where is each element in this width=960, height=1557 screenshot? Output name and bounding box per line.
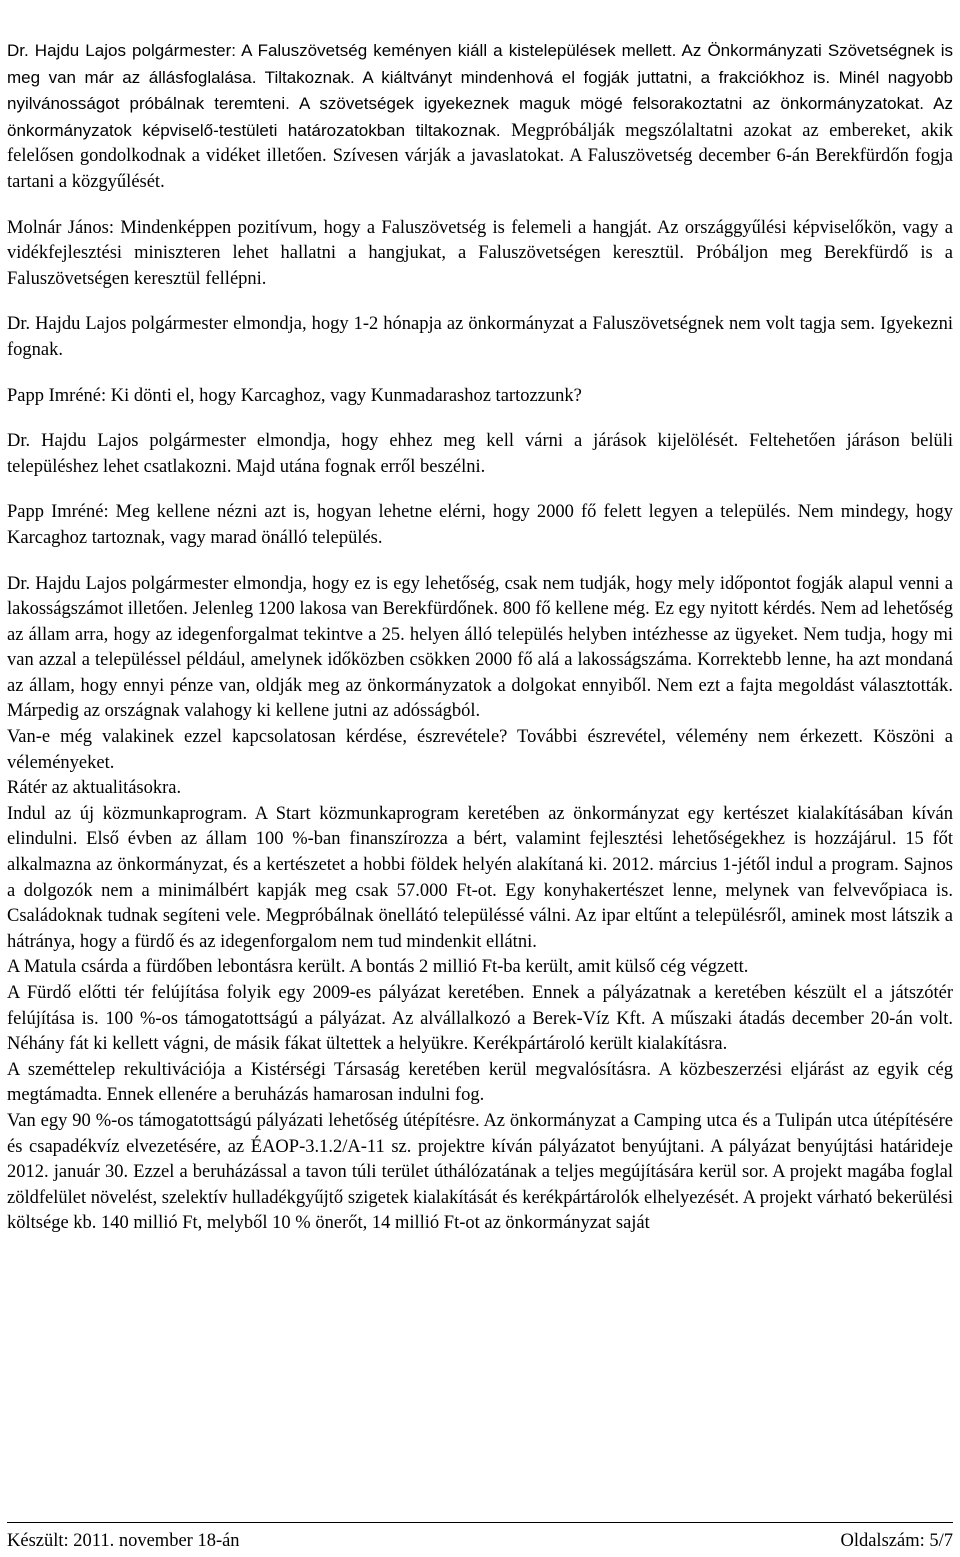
paragraph-matula: A Matula csárda a fürdőben lebontásra került. A bontás 2 millió Ft-ba került, amit külső cég végzett. <box>7 957 749 978</box>
paragraph-szemettelep: A szeméttelep rekultivációja a Kistérségi Társaság keretében kerül megvalósításra. A közbeszerzési eljárást az egyik cég megtámadta. Ennek ellenére a beruházás hamarosan indulni fog. <box>7 1059 953 1106</box>
paragraph-faluszovetseg-part1: Dr. Hajdu Lajos polgármester: A Faluszövetség keményen kiáll a kistelepülések mellett. Az Önkormányzati Szövetségnek is meg van már az állásfoglalása. Tiltakoznak. A kiáltványt mindenhová el fogják juttatni, a frakciókhoz is. Minél nagyobb nyilvánosságot próbálnak teremteni. A szövetségek igyekeznek maguk mögé felsorakoztatni az önkormányzatokat. Az önkormányzatok képviselő-testületi határozatokban tiltakoznak. <box>7 41 953 140</box>
paragraph-hajdu-lehetoseg: Dr. Hajdu Lajos polgármester elmondja, hogy ez is egy lehetőség, csak nem tudják, hogy mely időpontot fogják alapul venni a lakosságszámot illetően. Jelenleg 1200 lakosa van Berekfürdőnek. 800 fő kellene még. Ez egy nyitott kérdés. Nem ad lehetőség az állam arra, hogy az idegenforgalmat tekintve a 25. helyen álló település helyben intézhesse az ügyeket. Nem tudja, hogy mi van azzal a településsel például, amelynek időközben csökken 2000 fő alá a lakosságszáma. Korrektebb lenne, ha azt mondaná az állam, hogy ennyi pénze van, oldják meg az önkormányzatok a dolgokat ennyiből. Nem ezt a fajta megoldást választották. Márpedig az országnak valahogy ki kellene jutni az adósságból. <box>7 573 953 722</box>
paragraph-hajdu-jarasok: Dr. Hajdu Lajos polgármester elmondja, hogy ehhez meg kell várni a járások kijelölését. Feltehetően járáson belüli településhez lehet csatlakozni. Majd utána fognak erről beszélni. <box>7 431 953 477</box>
paragraph-kerdesek: Van-e még valakinek ezzel kapcsolatosan kérdése, észrevétele? További észrevétel, vélemény nem érkezett. Köszöni a véleményeket. <box>7 727 953 773</box>
paragraph-utepites: Van egy 90 %-os támogatottságú pályázati lehetőség útépítésre. Az önkormányzat a Camping utca és a Tulipán utca útépítésére és csapadékvíz elvezetésére, az ÉAOP-3.1.2/A-11 sz. projektre kíván pályázatot benyújtani. A pályázat benyújtási határideje 2012. január 30. Ezzel a beruházással a tavon túli terület úthálózatának a teljes megújítására kerül sor. A projekt magába foglal zöldfelület növelést, szelektív hulladékgyűjtő szigetek kialakítását és kerékpártárolók elhelyezését. A projekt várható bekerülési költsége kb. 140 millió Ft, melyből 10 % önerőt, 14 millió Ft-ot az önkormányzat saját <box>7 1110 953 1234</box>
paragraph-kozmunka: Indul az új közmunkaprogram. A Start közmunkaprogram keretében az önkormányzat egy kertészet kialakításában kíván elindulni. Első évben az állam 100 %-ban finanszírozza a bért, valamint fejlesztési lehetőségekhez is hozzájárul. 15 főt alkalmazna az önkormányzat, és a kertészetet a hobbi földek helyén alakítaná ki. 2012. március 1-jétől indul a program. Sajnos a dolgozók nem a minimálbért kapják meg csak 57.000 Ft-ot. Egy konyhakertészet lenne, melynek van felvevőpiaca is. Családoknak tudnak segíteni vele. Megpróbálnak önellátó településsé válni. Az ipar eltűnt a településről, aminek most látszik a hátránya, hogy a fürdő és az idegenforgalom nem tud mindenkit ellátni. <box>7 803 953 952</box>
paragraph-papp-kerdes: Papp Imréné: Ki dönti el, hogy Karcaghoz, vagy Kunmadarashoz tartozzunk? <box>7 385 582 406</box>
paragraph-faluszovetseg <box>7 38 953 196</box>
paragraph-hajdu-tagsag: Dr. Hajdu Lajos polgármester elmondja, hogy 1-2 hónapja az önkormányzat a Faluszövetségnek nem volt tagja sem. Igyekezni fognak. <box>7 314 953 360</box>
page-footer <box>7 1522 953 1553</box>
footer-date: Készült: 2011. november 18-án <box>7 1531 240 1551</box>
paragraph-aktualitasok: Rátér az aktualitásokra. <box>7 778 182 799</box>
document-body <box>7 38 953 1237</box>
paragraph-papp-lakossag: Papp Imréné: Meg kellene nézni azt is, hogyan lehetne elérni, hogy 2000 fő felett legyen a település. Nem mindegy, hogy Karcaghoz tartoznak, vagy marad önálló település. <box>7 502 953 548</box>
paragraph-molnar: Molnár János: Mindenképpen pozitívum, hogy a Faluszövetség is felemeli a hangját. Az országgyűlési képviselőkön, vagy a vidékfejlesztési miniszteren lehet hallatni a hangjukat, a Faluszövetségen keresztül. Próbáljon meg Berekfürdő is a Faluszövetségen keresztül fellépni. <box>7 217 953 289</box>
paragraph-furdo-ter: A Fürdő előtti tér felújítása folyik egy 2009-es pályázat keretében. Ennek a pályázatnak a keretében készült el a játszótér felújítása is. 100 %-os támogatottságú a pályázat. Az alvállalkozó a Berek-Víz Kft. A műszaki átadás december 20-án volt. Néhány fát ki kellett vágni, de másik fákat ültettek a helyükre. Kerékpártároló került kialakításra. <box>7 983 953 1055</box>
paragraph-faluszovetseg-part2: Megpróbálják megszólaltatni azokat az embereket, akik felelősen gondolkodnak a vidéket illetően. Szívesen várják a javaslatokat. A Faluszövetség december 6-án Berekfürdőn fogja tartani a közgyűlését. <box>7 120 954 192</box>
footer-page-number: Oldalszám: 5/7 <box>840 1531 953 1551</box>
